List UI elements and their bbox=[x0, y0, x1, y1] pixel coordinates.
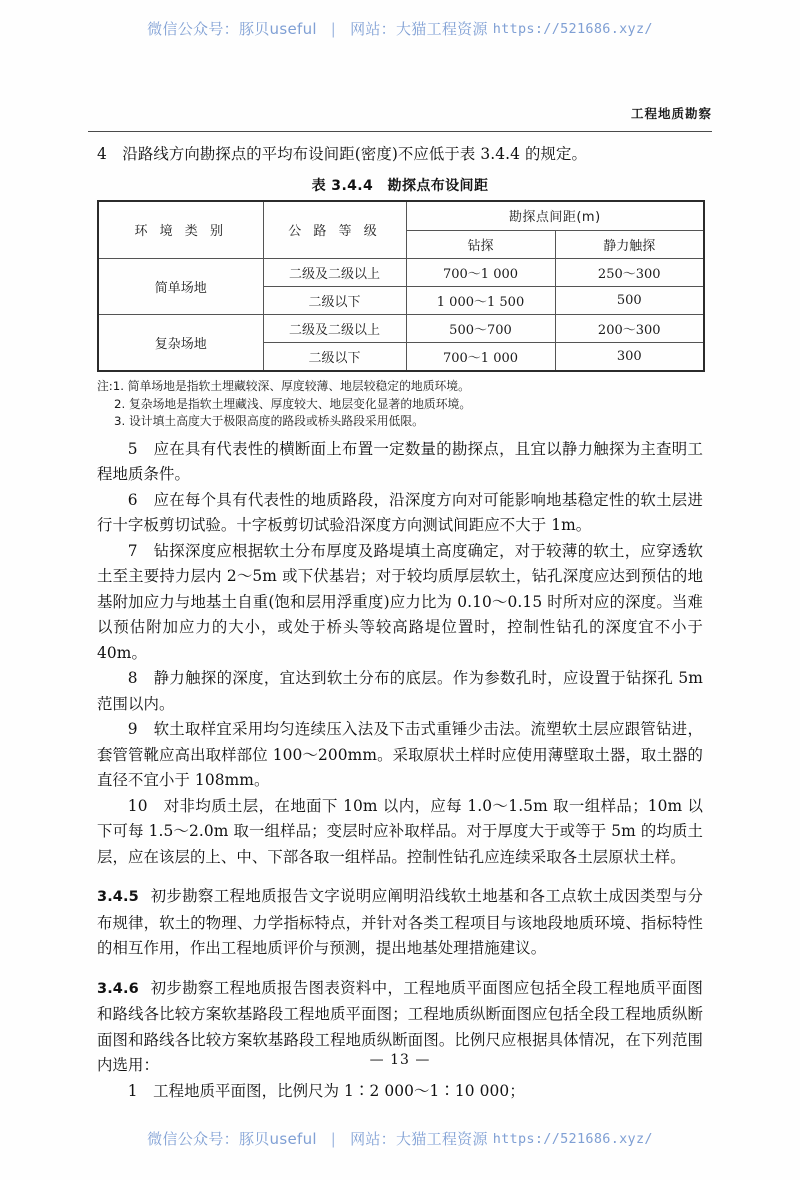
table-cell-cpt: 500 bbox=[555, 287, 704, 315]
watermark-account: 豚贝useful bbox=[238, 20, 317, 38]
table-header-road-grade: 公 路 等 级 bbox=[263, 201, 406, 259]
table-note: 3. 设计填土高度大于极限高度的路段或桥头路段采用低限。 bbox=[114, 414, 424, 428]
section-3-4-5-text: 初步勘察工程地质报告文字说明应阐明沿线软土地基和各工点软土成因类型与分布规律，软土的物理、力学指标特点，并针对各类工程项目与该地段地质环境、指标特性的相互作用，作出工程地质评价与预测，提出地基处理措施建议。 bbox=[97, 887, 703, 957]
section-3-4-5 bbox=[97, 884, 703, 962]
watermark-site-label: 网站： bbox=[350, 1130, 396, 1148]
table-cell-drill: 1 000～1 500 bbox=[406, 287, 555, 315]
table-cell-grade: 二级以下 bbox=[263, 287, 406, 315]
table-header-spacing-group: 勘探点间距(m) bbox=[406, 201, 704, 231]
watermark-url: https://521686.xyz/ bbox=[492, 1130, 653, 1147]
table-header-row-1 bbox=[98, 201, 704, 231]
watermark-site-name: 大猫工程资源 bbox=[395, 20, 488, 38]
clause-item-7: 7 钻探深度应根据软土分布厚度及路堤填土高度确定，对于较薄的软土，应穿透软土至主要持力层内 2～5m 或下伏基岩；对于较均质厚层软土，钻孔深度应达到预估的地基附加应力与地基土自重(饱和层用浮重度)应力比为 0.10～0.15 时所对应的深度。当难以预估附加应力的大小，或处于桥头等较高路堤位置时，控制性钻孔的深度宜不小于 40m。 bbox=[97, 541, 703, 662]
table-cell-cpt: 200～300 bbox=[555, 315, 704, 343]
table-notes bbox=[97, 378, 703, 431]
watermark-site-name: 大猫工程资源 bbox=[395, 1130, 488, 1148]
watermark-separator: | bbox=[330, 1129, 337, 1148]
page-content bbox=[97, 142, 703, 1104]
section-3-4-6-sub-1: 1 工程地质平面图，比例尺为 1∶2 000～1∶10 000； bbox=[127, 1081, 525, 1100]
running-header: 工程地质勘察 bbox=[630, 106, 712, 121]
table-caption: 表 3.4.4 勘探点布设间距 bbox=[311, 177, 489, 194]
section-3-4-6-text: 初步勘察工程地质报告图表资料中，工程地质平面图应包括全段工程地质平面图和路线各比较方案软基路段工程地质平面图；工程地质纵断面图应包括全段工程地质纵断面图和路线各比较方案软基路段工程地质纵断面图。比例尺应根据具体情况，在下列范围内选用： bbox=[97, 978, 703, 1074]
section-3-4-6-number: 3.4.6 bbox=[97, 980, 139, 997]
clause-item-6: 6 应在每个具有代表性的地质路段，沿深度方向对可能影响地基稳定性的软土层进行十字板剪切试验。十字板剪切试验沿深度方向测试间距应不大于 1m。 bbox=[97, 490, 703, 534]
watermark-bottom bbox=[0, 1128, 800, 1149]
table-cell-drill: 500～700 bbox=[406, 315, 555, 343]
table-note: 2. 复杂场地是指软土埋藏浅、厚度较大、地层变化显著的地质环境。 bbox=[114, 396, 472, 411]
exploration-spacing-table bbox=[97, 200, 705, 373]
table-cell-cpt: 250～300 bbox=[555, 259, 704, 287]
clause-item-10: 10 对非均质土层，在地面下 10m 以内，应每 1.0～1.5m 取一组样品；10m 以下可每 1.5～2.0m 取一组样品；变层时应补取样品。对于厚度大于或等于 5m 的均质土层，应在该层的上、中、下部各取一组样品。控制性钻孔应连续采取各土层原状土样。 bbox=[97, 796, 703, 866]
table-note: 注:1. 简单场地是指软土埋藏较深、厚度较薄、地层较稳定的地质环境。 bbox=[97, 379, 470, 393]
watermark-wechat-label: 微信公众号： bbox=[147, 1130, 239, 1148]
table-cell-environment: 简单场地 bbox=[98, 259, 263, 315]
watermark-url: https://521686.xyz/ bbox=[492, 20, 653, 37]
table-row bbox=[98, 259, 704, 287]
table-cell-drill: 700～1 000 bbox=[406, 259, 555, 287]
table-cell-grade: 二级以下 bbox=[263, 343, 406, 372]
table-cell-grade: 二级及二级以上 bbox=[263, 315, 406, 343]
watermark-separator: | bbox=[330, 19, 337, 38]
table-cell-cpt: 300 bbox=[555, 343, 704, 372]
watermark-top bbox=[0, 18, 800, 39]
watermark-account: 豚贝useful bbox=[238, 1130, 317, 1148]
table-header-drilling: 钻探 bbox=[406, 231, 555, 259]
table-cell-environment: 复杂场地 bbox=[98, 315, 263, 372]
table-cell-grade: 二级及二级以上 bbox=[263, 259, 406, 287]
watermark-wechat-label: 微信公众号： bbox=[147, 20, 239, 38]
clause-item-5: 5 应在具有代表性的横断面上布置一定数量的勘探点，且宜以静力触探为主查明工程地质条件。 bbox=[97, 439, 703, 483]
clause-item-9: 9 软土取样宜采用均匀连续压入法及下击式重锤少击法。流塑软土层应跟管钻进，套管管靴应高出取样部位 100～200mm。采取原状土样时应使用薄壁取土器，取土器的直径不宜小于 108mm。 bbox=[97, 720, 703, 789]
watermark-site-label: 网站： bbox=[350, 20, 396, 38]
table-header-cpt: 静力触探 bbox=[555, 231, 704, 259]
section-3-4-5-number: 3.4.5 bbox=[97, 889, 139, 905]
header-rule bbox=[88, 131, 712, 132]
table-header-environment: 环 境 类 别 bbox=[98, 201, 263, 259]
page-number: — 13 — bbox=[369, 1052, 431, 1068]
clause-item-4: 4 沿路线方向勘探点的平均布设间距(密度)不应低于表 3.4.4 的规定。 bbox=[97, 145, 587, 163]
table-cell-drill: 700～1 000 bbox=[406, 343, 555, 372]
clause-item-8: 8 静力触探的深度，宜达到软土分布的底层。作为参数孔时，应设置于钻探孔 5m 范围以内。 bbox=[97, 669, 703, 713]
table-row bbox=[98, 315, 704, 343]
